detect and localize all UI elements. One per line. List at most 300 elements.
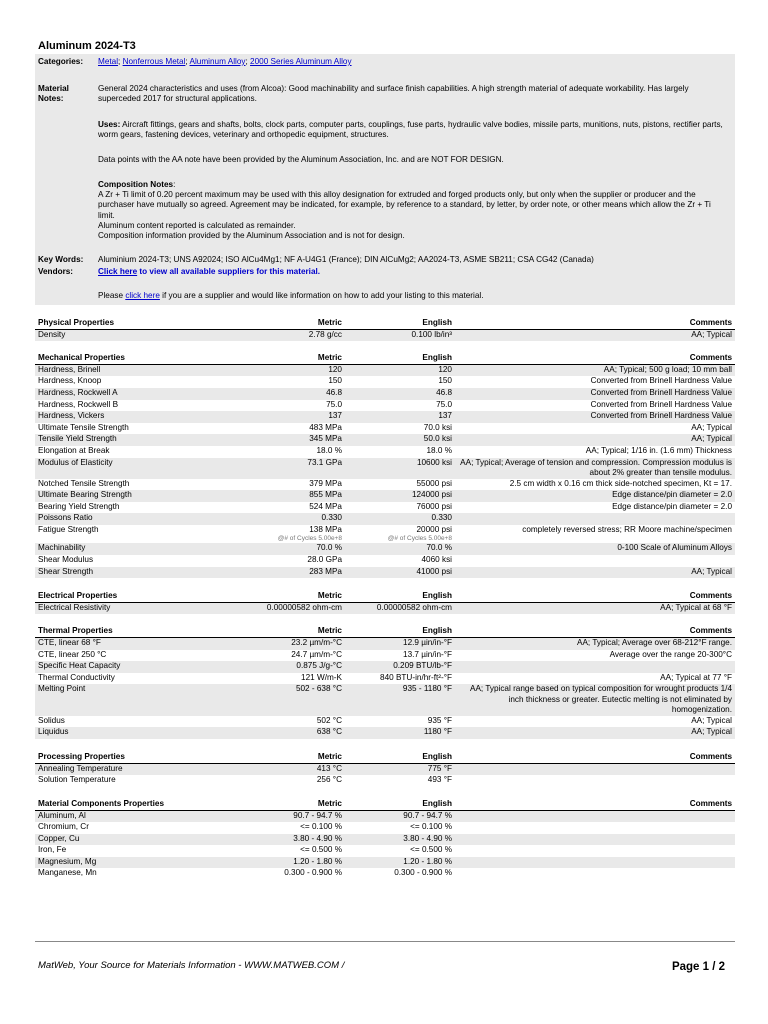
property-name: Electrical Resistivity: [35, 602, 245, 614]
composition-line-2: Aluminum content reported is calculated as remainder.: [98, 220, 296, 230]
property-name: Magnesium, Mg: [35, 857, 245, 869]
comments-column-header: Comments: [455, 591, 735, 603]
english-value: 1180 °F: [423, 727, 452, 737]
table-row: [35, 513, 735, 525]
table-row: [35, 673, 735, 685]
comments-column-header: Comments: [455, 626, 735, 638]
property-name: Annealing Temperature: [35, 763, 245, 775]
english-column-header: English: [345, 591, 455, 603]
comments-column-header: Comments: [455, 799, 735, 811]
english-value-cell: [345, 650, 455, 662]
supplier-pre-text: Please: [98, 291, 126, 300]
comment: AA; Typical at 77 °F: [660, 672, 732, 682]
english-value: 10600 ksi: [416, 457, 452, 467]
metric-value: 0.875 J/g-°C: [296, 661, 342, 671]
metric-value-cell: [245, 857, 345, 869]
metric-value: 1.20 - 1.80 %: [293, 856, 342, 866]
english-value-cell: [345, 434, 455, 446]
metric-value: 283 MPa: [309, 566, 342, 576]
english-value: 90.7 - 94.7 %: [403, 810, 452, 820]
property-name: Ultimate Tensile Strength: [38, 422, 129, 432]
metric-value: 345 MPa: [309, 434, 342, 444]
english-value-cell: [345, 490, 455, 502]
comment: [455, 834, 735, 846]
property-name: Poissons Ratio: [35, 513, 245, 525]
metric-value-cell: [245, 567, 345, 579]
comment: Converted from Brinell Hardness Value: [455, 411, 735, 423]
metric-value-cell: [245, 490, 345, 502]
comment: [455, 775, 735, 787]
english-value: 840 BTU-in/hr-ft²-°F: [380, 672, 452, 682]
english-condition: @# of Cycles 5.00e+8: [387, 535, 452, 543]
section-title: Physical Properties: [35, 318, 245, 330]
metric-value-cell: [245, 638, 345, 650]
comment: AA; Typical: [691, 715, 732, 725]
property-name: Liquidus: [35, 727, 245, 739]
metric-value: 256 °C: [316, 774, 342, 784]
table-row: [35, 567, 735, 579]
processing-properties-table: [35, 752, 735, 787]
english-value-cell: [345, 388, 455, 400]
property-name: Modulus of Elasticity: [35, 458, 245, 479]
table-header-row: [35, 626, 735, 638]
vendors-line: [98, 267, 728, 277]
english-value-cell: [345, 365, 455, 377]
english-column-header: English: [345, 799, 455, 811]
property-name: Melting Point: [35, 684, 245, 716]
table-row: [35, 555, 735, 567]
english-value: 137: [438, 411, 452, 421]
metric-value: <= 0.500 %: [300, 845, 342, 855]
supplier-line: [98, 291, 728, 301]
metric-value: 855 MPa: [309, 490, 342, 500]
table-row: [35, 834, 735, 846]
property-name: Hardness, Knoop: [38, 376, 102, 386]
metric-value-cell: [245, 822, 345, 834]
metric-value: 23.2 µm/m-°C: [291, 638, 342, 648]
comment: AA; Typical: [455, 329, 735, 341]
metric-value: 24.7 µm/m-°C: [291, 649, 342, 659]
metric-value-cell: [245, 727, 345, 739]
comment: [455, 857, 735, 869]
property-name: Manganese, Mn: [38, 868, 97, 878]
english-value-cell: [345, 684, 455, 716]
table-row: [35, 684, 735, 716]
comment: AA; Typical; 500 g load; 10 mm ball: [455, 365, 735, 377]
english-value-cell: [345, 834, 455, 846]
metric-column-header: Metric: [245, 626, 345, 638]
property-name: Hardness, Brinell: [35, 365, 245, 377]
comment: AA; Typical: [455, 434, 735, 446]
english-value-cell: [345, 567, 455, 579]
table-row: [35, 845, 735, 857]
table-row: [35, 376, 735, 388]
comment: [455, 868, 735, 880]
table-row: [35, 727, 735, 739]
property-name: Hardness, Rockwell B: [38, 399, 119, 409]
table-row: [35, 423, 735, 435]
metric-column-header: Metric: [245, 318, 345, 330]
metric-value: 638 °C: [316, 727, 342, 737]
english-value-cell: [345, 638, 455, 650]
english-value: 0.330: [431, 513, 452, 523]
metric-value: 28.0 GPa: [307, 555, 342, 564]
english-value: 124000 psi: [411, 490, 452, 500]
table-row: [35, 400, 735, 412]
metric-value: 0.300 - 0.900 %: [284, 868, 342, 878]
property-name: Specific Heat Capacity: [35, 661, 245, 673]
footer-source: MatWeb, Your Source for Materials Information - WWW.MATWEB.COM /: [38, 960, 345, 971]
comment: AA; Typical at 68 °F: [455, 602, 735, 614]
metric-value: 413 °C: [316, 763, 342, 773]
english-column-header: English: [345, 318, 455, 330]
uses-text: Aircraft fittings, gears and shafts, bolts, clock parts, computer parts, couplings, fuse parts, hydraulic valve bodies, missile parts, munitions, nuts, pistons, rectifier parts, worm gears, fastening devices, veterinary and orthopedic equipment, structures.: [98, 120, 723, 140]
property-name: Fatigue Strength: [38, 524, 99, 534]
metric-value-cell: [245, 810, 345, 822]
categories-label: Categories:: [38, 57, 84, 66]
metric-value-cell: [245, 555, 345, 567]
metric-value-cell: [245, 479, 345, 491]
english-value: 4060 ksi: [421, 555, 452, 564]
comment: [455, 763, 735, 775]
property-name: CTE, linear 250 °C: [38, 649, 107, 659]
table-row: [35, 775, 735, 787]
metric-value: 524 MPa: [309, 501, 342, 511]
english-value-cell: [345, 458, 455, 479]
english-value-cell: [345, 479, 455, 491]
comment: [455, 555, 735, 567]
english-column-header: English: [345, 353, 455, 365]
english-value-cell: [345, 673, 455, 685]
metric-value-cell: [245, 376, 345, 388]
composition-notes: Composition Notes: A Zr + Ti limit of 0.20 percent maximum may be used with this alloy designation for extruded and forged products only, but only when the supplier or producer and the purchaser have mutually so agreed. Agreement may be indicated, for example, by reference to a standard, by letter, by order note, or other means which allow the Zr + Ti limit. Aluminum content reported is calculated as remainder. Composition information provided by the Aluminum Association and is not for design.: [98, 180, 728, 241]
metric-value: 502 - 638 °C: [295, 684, 342, 694]
uses-paragraph: [98, 120, 728, 140]
property-name: Density: [35, 329, 245, 341]
english-value: 775 °F: [427, 763, 452, 773]
english-value: 41000 psi: [416, 566, 452, 576]
comment: Edge distance/pin diameter = 2.0: [612, 501, 732, 511]
english-value-cell: [345, 763, 455, 775]
metric-value-cell: [245, 423, 345, 435]
metric-column-header: Metric: [245, 591, 345, 603]
table-row: [35, 810, 735, 822]
table-row: [35, 716, 735, 728]
english-value-cell: [345, 716, 455, 728]
comment: [455, 513, 735, 525]
property-name: Copper, Cu: [35, 834, 245, 846]
metric-value-cell: [245, 763, 345, 775]
table-row: [35, 763, 735, 775]
material-notes-label: Material Notes:: [38, 84, 69, 103]
section-title: Mechanical Properties: [35, 353, 245, 365]
metric-value: 502 °C: [316, 715, 342, 725]
metric-value: 70.0 %: [316, 543, 342, 553]
table-row: [35, 543, 735, 555]
metric-value-cell: [245, 513, 345, 525]
property-name: Hardness, Vickers: [35, 411, 245, 423]
property-name: Elongation at Break: [38, 445, 110, 455]
english-value: 120: [438, 365, 452, 375]
english-value-cell: [345, 543, 455, 555]
english-value-cell: [345, 513, 455, 525]
comment: AA; Typical; Average of tension and compression. Compression modulus is about 2% greater than tensile modulus.: [455, 458, 735, 479]
table-row: [35, 525, 735, 544]
vendors-text: to view all available suppliers for this material.: [137, 267, 321, 276]
property-name: Chromium, Cr: [38, 822, 89, 831]
metric-value-cell: [245, 673, 345, 685]
metric-value-cell: [245, 834, 345, 846]
metric-value-cell: [245, 650, 345, 662]
table-header-row: [35, 799, 735, 811]
metric-value: 483 MPa: [309, 422, 342, 432]
property-name: Notched Tensile Strength: [38, 478, 130, 488]
table-row: [35, 479, 735, 491]
metric-value-cell: [245, 525, 345, 544]
vendors-label: Vendors:: [38, 267, 74, 276]
comment: Converted from Brinell Hardness Value: [455, 388, 735, 400]
comments-column-header: Comments: [455, 318, 735, 330]
category-link-aluminum-alloy[interactable]: Aluminum Alloy: [189, 57, 246, 66]
table-row: [35, 446, 735, 458]
comment: completely reversed stress; RR Moore machine/specimen: [522, 524, 732, 534]
metric-value: <= 0.100 %: [300, 822, 342, 831]
english-value: 493 °F: [427, 774, 452, 784]
thermal-properties-table: [35, 626, 735, 739]
table-header-row: [35, 591, 735, 603]
metric-value: 3.80 - 4.90 %: [293, 833, 342, 843]
composition-label: Composition Notes: [98, 180, 174, 189]
comment: AA; Typical: [455, 567, 735, 579]
english-value-cell: [345, 602, 455, 614]
english-value-cell: [345, 810, 455, 822]
english-column-header: English: [345, 626, 455, 638]
metric-column-header: Metric: [245, 353, 345, 365]
composition-line-3: Composition information provided by the Aluminum Association and is not for design.: [98, 231, 405, 241]
metric-value: 75.0: [326, 399, 342, 409]
english-value-cell: [345, 868, 455, 880]
metric-value: 150: [328, 376, 342, 386]
english-value-cell: [345, 727, 455, 739]
table-row: [35, 857, 735, 869]
english-value: 20000 psi: [416, 524, 452, 534]
table-row: [35, 822, 735, 834]
english-value: 0.209 BTU/lb-°F: [393, 661, 452, 671]
vendors-click-here-link[interactable]: Click here: [98, 267, 138, 276]
datasheet-page: [35, 38, 735, 880]
metric-value-cell: [245, 775, 345, 787]
comment: Edge distance/pin diameter = 2.0: [455, 490, 735, 502]
metric-value: 138 MPa: [309, 524, 342, 534]
components-properties-table: [35, 799, 735, 880]
metric-value-cell: [245, 716, 345, 728]
metric-value: 2.78 g/cc: [308, 329, 342, 339]
section-title: Electrical Properties: [35, 591, 245, 603]
comment: Converted from Brinell Hardness Value: [590, 376, 732, 386]
comment: Average over the range 20-300°C: [609, 649, 732, 659]
property-name: Tensile Yield Strength: [35, 434, 245, 446]
property-name: Shear Modulus: [38, 555, 94, 564]
metric-value: 137: [328, 411, 342, 421]
metric-value-cell: [245, 845, 345, 857]
table-row: [35, 411, 735, 423]
material-info-panel: [35, 54, 735, 305]
supplier-post-text: if you are a supplier and would like information on how to add your listing to this material.: [159, 291, 484, 300]
category-link-metal[interactable]: Metal: [98, 57, 119, 66]
english-value: 935 - 1180 °F: [402, 684, 452, 694]
property-name: Solution Temperature: [38, 774, 116, 784]
table-row: [35, 661, 735, 673]
material-title: Aluminum 2024-T3: [38, 40, 136, 52]
table-row: [35, 329, 735, 341]
table-row: [35, 502, 735, 514]
english-value: 70.0 ksi: [423, 422, 452, 432]
property-name: Ultimate Bearing Strength: [35, 490, 245, 502]
metric-value-cell: [245, 434, 345, 446]
category-link-2000-series[interactable]: 2000 Series Aluminum Alloy: [250, 57, 352, 66]
english-value: 70.0 %: [426, 543, 452, 553]
english-value: 13.7 µin/in-°F: [403, 649, 452, 659]
metric-value-cell: [245, 868, 345, 880]
english-value: 76000 psi: [416, 501, 452, 511]
comment: AA; Typical; 1/16 in. (1.6 mm) Thickness: [585, 445, 732, 455]
category-link-nonferrous[interactable]: Nonferrous Metal: [122, 57, 186, 66]
composition-text: A Zr + Ti limit of 0.20 percent maximum may be used with this alloy designation for extruded and forged products only, but only when the supplier or producer and the purchaser have mutually so agreed. Agreement may be indicated, for example, by reference to a standard, by letter, by order note, or other means which allow the Zr + Ti limit.: [98, 190, 711, 220]
metric-value-cell: [245, 602, 345, 614]
english-value-cell: [345, 555, 455, 567]
comment: Converted from Brinell Hardness Value: [590, 399, 732, 409]
table-header-row: [35, 752, 735, 764]
metric-value: 0.330: [321, 513, 342, 523]
comment: AA; Typical: [455, 727, 735, 739]
comment: AA; Typical range based on typical composition for wrought products 1/4 inch thickness or greater. Eutectic melting is not eliminated by homogenization.: [455, 684, 735, 716]
section-title: Thermal Properties: [35, 626, 245, 638]
english-value-cell: [345, 376, 455, 388]
english-value-cell: [345, 775, 455, 787]
metric-value: 18.0 %: [316, 445, 342, 455]
english-value-cell: [345, 822, 455, 834]
comment: AA; Typical; Average over 68-212°F range.: [455, 638, 735, 650]
metric-condition: @# of Cycles 5.00e+8: [277, 535, 342, 543]
metric-value-cell: [245, 411, 345, 423]
english-value: <= 0.100 %: [410, 822, 452, 831]
comments-column-header: Comments: [455, 752, 735, 764]
metric-value: 73.1 GPa: [307, 457, 342, 467]
metric-value: 90.7 - 94.7 %: [293, 810, 342, 820]
english-value: 0.100 lb/in³: [411, 329, 452, 339]
english-value-cell: [345, 400, 455, 412]
metric-column-header: Metric: [245, 799, 345, 811]
table-row: [35, 365, 735, 377]
english-value-cell: [345, 329, 455, 341]
property-name: CTE, linear 68 °F: [35, 638, 245, 650]
supplier-click-here-link[interactable]: click here: [125, 291, 160, 300]
english-value: 18.0 %: [426, 445, 452, 455]
metric-value-cell: [245, 502, 345, 514]
english-value: 0.300 - 0.900 %: [394, 868, 452, 878]
metric-value-cell: [245, 329, 345, 341]
electrical-properties-table: [35, 591, 735, 614]
table-header-row: [35, 353, 735, 365]
property-name: Bearing Yield Strength: [38, 501, 120, 511]
table-header-row: [35, 318, 735, 330]
property-name: Solidus: [38, 715, 65, 725]
table-row: [35, 868, 735, 880]
uses-label: Uses:: [98, 120, 121, 129]
table-row: [35, 638, 735, 650]
metric-value: 46.8: [326, 387, 342, 397]
english-value-cell: [345, 857, 455, 869]
property-name: Hardness, Rockwell A: [35, 388, 245, 400]
metric-value: 121 W/m-K: [301, 672, 342, 682]
english-value: 150: [438, 376, 452, 386]
property-name: Aluminum, Al: [35, 810, 245, 822]
english-value: 0.00000582 ohm-cm: [376, 602, 452, 612]
english-value-cell: [345, 411, 455, 423]
english-value: 1.20 - 1.80 %: [403, 856, 452, 866]
english-value: 935 °F: [427, 715, 452, 725]
table-row: [35, 490, 735, 502]
aa-note: Data points with the AA note have been provided by the Aluminum Association, Inc. and are NOT FOR DESIGN.: [98, 155, 504, 164]
property-name: Machinability: [35, 543, 245, 555]
material-notes-text: General 2024 characteristics and uses (from Alcoa): Good machinability and surface finish capabilities. A high strength material of adequate workability. Has largely superceded 2017 for structural applications.: [98, 84, 689, 104]
table-row: [35, 458, 735, 479]
english-value-cell: [345, 446, 455, 458]
metric-value-cell: [245, 684, 345, 716]
comment: [455, 845, 735, 857]
table-row: [35, 388, 735, 400]
table-row: [35, 434, 735, 446]
english-value: 55000 psi: [416, 478, 452, 488]
metric-value-cell: [245, 543, 345, 555]
metric-value-cell: [245, 400, 345, 412]
property-name: Shear Strength: [35, 567, 245, 579]
metric-value: 120: [328, 365, 342, 375]
english-value-cell: [345, 845, 455, 857]
english-column-header: English: [345, 752, 455, 764]
metric-column-header: Metric: [245, 752, 345, 764]
section-title: Material Components Properties: [35, 799, 245, 811]
comment: AA; Typical: [691, 422, 732, 432]
english-value: 46.8: [436, 387, 452, 397]
english-value-cell: [345, 661, 455, 673]
metric-value: 379 MPa: [309, 478, 342, 488]
comment: [455, 661, 735, 673]
comments-column-header: Comments: [455, 353, 735, 365]
property-name: Iron, Fe: [38, 845, 67, 855]
metric-value: 0.00000582 ohm-cm: [266, 602, 342, 612]
comment: [455, 822, 735, 834]
english-value-cell: [345, 502, 455, 514]
mechanical-properties-table: [35, 353, 735, 578]
section-title: Processing Properties: [35, 752, 245, 764]
categories-list: Metal; Nonferrous Metal; Aluminum Alloy; 2000 Series Aluminum Alloy: [98, 57, 352, 66]
english-value-cell: [345, 525, 455, 544]
keywords-label: Key Words:: [38, 255, 84, 264]
metric-value-cell: [245, 365, 345, 377]
keywords-text: Aluminium 2024-T3; UNS A92024; ISO AlCu4Mg1; NF A-U4G1 (France); DIN AlCuMg2; AA2024-T3, ASME SB211; CSA CG42 (Canada): [98, 255, 594, 264]
comment: 2.5 cm width x 0.16 cm thick side-notched specimen, Kt = 17.: [509, 478, 732, 488]
metric-value-cell: [245, 661, 345, 673]
table-row: [35, 650, 735, 662]
english-value: 50.0 ksi: [423, 434, 452, 444]
english-value: 12.9 µin/in-°F: [403, 638, 452, 648]
metric-value-cell: [245, 388, 345, 400]
metric-value-cell: [245, 446, 345, 458]
property-name: Thermal Conductivity: [38, 672, 115, 682]
physical-properties-table: [35, 318, 735, 341]
comment: 0-100 Scale of Aluminum Alloys: [455, 543, 735, 555]
